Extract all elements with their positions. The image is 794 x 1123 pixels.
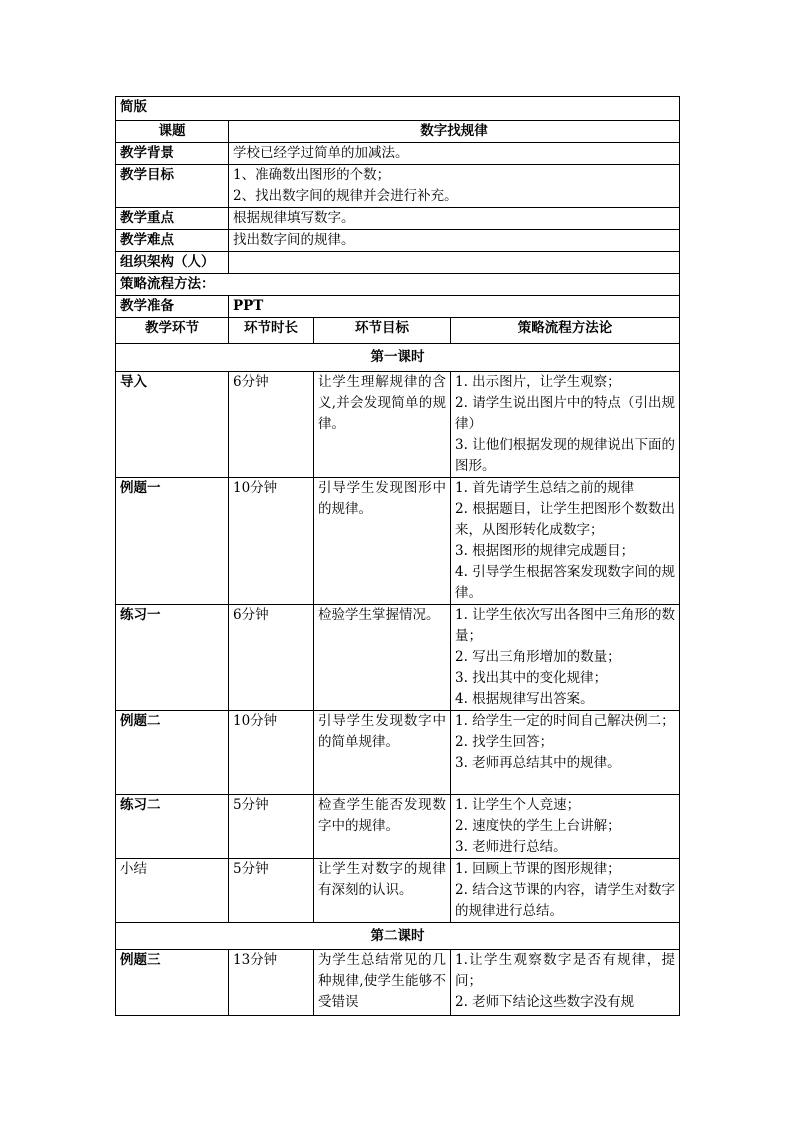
method-cell [451,605,680,711]
goal-cell: 让学生对数字的规律有深刻的认识。 [314,859,451,923]
time-cell: 5分钟 [229,795,314,859]
table-row [116,859,680,923]
method-step: 1. 回顾上节课的图形规律； [455,861,621,877]
difficulty-label: 教学难点 [116,230,229,252]
goal-cell: 引导学生发现数字中的简单规律。 [314,711,451,795]
method-cell [451,859,680,923]
goal-label: 教学目标 [116,165,229,208]
method-cell [451,711,680,795]
time-cell: 5分钟 [229,859,314,923]
stage-cell: 例题二 [116,711,229,795]
time-cell: 10分钟 [229,478,314,605]
org-value [229,252,680,274]
key-value: 根据规律填写数字。 [229,208,680,230]
method-step: 2. 老师下结论这些数字没有规 [455,994,635,1010]
goal-value [229,165,680,208]
stage-cell: 导入 [116,372,229,478]
method-cell [451,478,680,605]
table-row [116,711,680,795]
method-step: 2. 速度快的学生上台讲解； [455,818,621,834]
time-cell: 6分钟 [229,372,314,478]
table-row [116,372,680,478]
strategy-label: 策略流程方法： [116,274,680,296]
background-value: 学校已经学过简单的加减法。 [229,143,680,165]
method-step: 1. 给学生一定的时间自己解决例二； [455,713,675,729]
background-label: 教学背景 [116,143,229,165]
method-step: 2. 请学生说出图片中的特点（引出规律） [455,395,675,432]
lesson-plan [115,96,679,1016]
method-cell [451,372,680,478]
section-title: 第一课时 [116,344,680,372]
column-header-stage: 教学环节 [116,318,229,344]
stage-cell: 例题一 [116,478,229,605]
method-step: 1. 首先请学生总结之前的规律 [455,480,635,496]
column-header-method: 策略流程方法论 [451,318,680,344]
time-cell: 6分钟 [229,605,314,711]
method-step: 2. 找学生回答； [455,734,554,750]
prep-value: PPT [229,296,680,318]
stage-cell: 小结 [116,859,229,923]
section-title: 第二课时 [116,923,680,950]
table-row [116,478,680,605]
goal-line: 2、找出数字间的规律并会进行补充。 [233,188,458,204]
method-step: 4. 根据规律写出答案。 [455,691,594,707]
method-step: 1. 出示图片，让学生观察； [455,374,621,390]
column-header-goal: 环节目标 [314,318,451,344]
topic-label: 课题 [116,121,229,143]
stage-cell: 练习二 [116,795,229,859]
goal-cell: 为学生总结常见的几种规律,使学生能够不受错误 [314,950,451,1016]
method-step: 3. 让他们根据发现的规律说出下面的图形。 [455,437,675,474]
stage-cell: 例题三 [116,950,229,1016]
method-cell [451,795,680,859]
method-step: 2. 根据题目，让学生把图形个数数出来，从图形转化成数字； [455,501,675,538]
table-row [116,605,680,711]
method-step: 3. 老师再总结其中的规律。 [455,755,621,771]
method-step: 3. 找出其中的变化规律； [455,670,608,686]
method-step: 3. 根据图形的规律完成题目； [455,543,635,559]
method-step: 1. 让学生依次写出各图中三角形的数量； [455,607,675,644]
table-row [116,795,680,859]
org-label: 组织架构（人） [116,252,229,274]
method-step: 2. 写出三角形增加的数量； [455,649,621,665]
prep-label: 教学准备 [116,296,229,318]
time-cell: 13分钟 [229,950,314,1016]
time-cell: 10分钟 [229,711,314,795]
method-step: 1.让学生观察数字是否有规律，提问； [455,952,675,989]
key-label: 教学重点 [116,208,229,230]
method-step: 1. 让学生个人竞速； [455,797,581,813]
goal-cell: 让学生理解规律的含义,并会发现简单的规律。 [314,372,451,478]
method-step: 2. 结合这节课的内容，请学生对数字的规律进行总结。 [455,882,675,919]
method-step: 3. 老师进行总结。 [455,839,567,855]
stage-cell: 练习一 [116,605,229,711]
column-header-time: 环节时长 [229,318,314,344]
goal-cell: 检验学生掌握情况。 [314,605,451,711]
difficulty-value: 找出数字间的规律。 [229,230,680,252]
method-step: 4. 引导学生根据答案发现数字间的规律。 [455,564,675,601]
goal-cell: 检查学生能否发现数字中的规律。 [314,795,451,859]
topic-value: 数字找规律 [229,121,680,143]
goal-line: 1、准确数出图形的个数； [233,167,391,183]
goal-cell: 引导学生发现图形中的规律。 [314,478,451,605]
lesson-plan-table [115,96,680,1016]
method-cell [451,950,680,1016]
table-row [116,950,680,1016]
version-title: 简版 [116,97,680,121]
